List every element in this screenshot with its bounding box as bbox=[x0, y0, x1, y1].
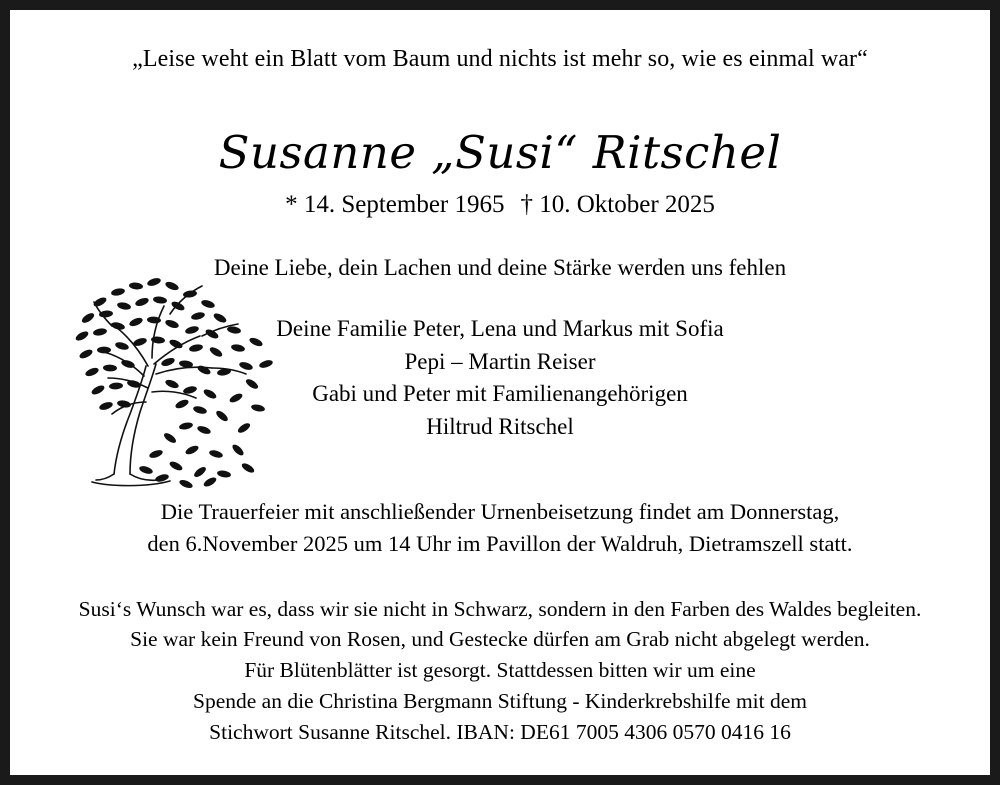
wish-line: Für Blütenblätter ist gesorgt. Stattdessen bitten wir um eine bbox=[244, 658, 756, 683]
list-item: Deine Familie Peter, Lena und Markus mit Sofia bbox=[276, 316, 724, 341]
wish-line: Stichwort Susanne Ritschel. IBAN: DE61 7005 4306 0570 0416 16 bbox=[209, 720, 791, 745]
birth-date: * 14. September 1965 bbox=[285, 191, 505, 218]
tribute-line: Deine Liebe, dein Lachen und deine Stärke werden uns fehlen bbox=[213, 255, 787, 280]
wish-line: Spende an die Christina Bergmann Stiftung - Kinderkrebshilfe mit dem bbox=[192, 689, 808, 714]
donation-wish bbox=[34, 594, 966, 749]
list-item: Gabi und Peter mit Familienangehörigen bbox=[312, 381, 688, 407]
list-item: Hiltrud Ritschel bbox=[426, 413, 574, 439]
wish-line: Susi‘s Wunsch war es, dass wir sie nicht in Schwarz, sondern in den Farben des Waldes begleiten. bbox=[78, 596, 922, 621]
ceremony-line: den 6.November 2025 um 14 Uhr im Pavillon der Waldruh, Dietramszell statt. bbox=[147, 530, 853, 556]
deceased-name: Susanne „Susi“ Ritschel bbox=[218, 126, 782, 179]
list-item: Pepi – Martin Reiser bbox=[404, 348, 596, 374]
ceremony-line: Die Trauerfeier mit anschließender Urnenbeisetzung findet am Donnerstag, bbox=[160, 498, 840, 524]
obituary-card bbox=[10, 10, 990, 775]
memorial-quote: „Leise weht ein Blatt vom Baum und nichts ist mehr so, wie es einmal war“ bbox=[132, 46, 868, 72]
wish-line: Sie war kein Freund von Rosen, und Gestecke dürfen am Grab nicht abgelegt werden. bbox=[130, 627, 870, 652]
tree-with-falling-leaves-icon bbox=[52, 206, 302, 506]
death-date: † 10. Oktober 2025 bbox=[520, 191, 715, 218]
